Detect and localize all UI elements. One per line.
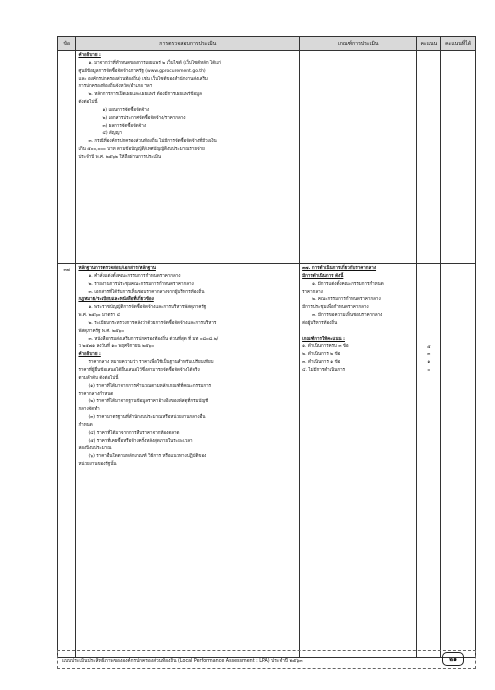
- text-line: ๑. พระราชบัญญัติการจัดซื้อจัดจ้างและการบริหารพัสดุภาครัฐ: [88, 305, 207, 311]
- list-item: (๑) ราคาที่ได้มาจากการคำนวณตามหลักเกณฑ์ที่คณะกรรมการ: [88, 383, 212, 389]
- cell-scoring-criteria: [300, 264, 417, 658]
- header-scoring: เกณฑ์การประเมิน: [300, 37, 417, 51]
- text-line: การปกครองท้องถิ่นจังหวัด/อำเภอ ฯลฯ: [78, 84, 153, 90]
- list-item: (๓) ราคามาตรฐานที่สำนักงบประมาณหรือหน่วยงานกลางอื่น: [88, 415, 206, 421]
- list-item: ๓) ผลการจัดซื้อจัดจ้าง: [102, 123, 147, 129]
- header-points: คะแนน: [417, 37, 441, 51]
- explanation-heading: คำอธิบาย :: [78, 53, 101, 58]
- text-line: ๒. ระเบียบกระทรวงการคลังว่าด้วยการจัดซื้อจัดจ้างและการบริหาร: [88, 320, 217, 326]
- assessment-table: [57, 36, 476, 658]
- points-value: ๕: [427, 344, 431, 350]
- header-criteria: การตรวจสอบการประเมิน: [76, 37, 300, 51]
- footer-text: แบบประเมินประสิทธิภาพขององค์กรปกครองส่วนท้องถิ่น (Local Performance Assessment : LPA) ประจำปี ๒๕๖๓: [62, 659, 303, 664]
- points-value: ๐: [427, 368, 431, 374]
- table-header-row: [58, 37, 476, 51]
- text-line: ต่อผู้บริหารท้องถิ่น: [302, 320, 338, 326]
- spacer-line: [302, 328, 414, 336]
- scoring-heading: เกณฑ์การให้คะแนน :: [302, 336, 345, 342]
- list-item: ๑) แผนการจัดซื้อจัดจ้าง: [102, 107, 150, 113]
- text-line: ๑. มาจากว่าที่ทำหนดของการเผยแพร่ ๒ เว็บไซต์ (เว็บไซต์หลัก ได้แก่: [88, 60, 221, 66]
- text-line: เกิน ๕๐๐,๐๐๐ บาท ตามข้อบัญญัติ/เทศบัญญัติงบประมาณรายจ่าย: [78, 147, 205, 153]
- explanation-heading: คำอธิบาย :: [78, 352, 101, 358]
- text-line: ราคากลาง: [302, 289, 323, 295]
- text-line: ประจำปี พ.ศ. ๒๕๖๒ ให้ถือผ่านการประเมิน: [78, 154, 162, 160]
- scoring-option: ๔. ไม่มีการดำเนินการ: [302, 367, 346, 373]
- text-line: ราคากลาง หมายความว่า ราคาเพื่อใช้เป็นฐานสำหรับเปรียบเทียบ: [88, 360, 214, 366]
- list-item: (๒) ราคาที่ได้มาจากฐานข้อมูลราคาอ้างอิงของพัสดุที่กรมบัญชี: [88, 399, 209, 405]
- text-line: ๓. หนังสือกรมส่งเสริมการปกครองท้องถิ่น ด่วนที่สุด ที่ มท ๐๘๐๘.๒/: [88, 336, 219, 342]
- list-item: ๔) สัญญา: [102, 131, 122, 137]
- text-line: มีการประชุมเพื่อกำหนดราคากลาง: [302, 305, 369, 311]
- criterion-subtitle: มีการดำเนินการ ดังนี้: [302, 273, 344, 279]
- table-row-continuation: [58, 51, 476, 264]
- text-line: กำหนด: [78, 422, 93, 428]
- text-line: สองปีงบประมาณ: [78, 446, 112, 452]
- text-line: ๒. รายงานการประชุมคณะกรรมการกำหนดราคากลาง: [88, 281, 194, 287]
- points-value: ๑: [427, 360, 431, 366]
- list-item: (๔) ราคาที่ได้มาจากการสืบราคาจากท้องตลาด: [88, 430, 180, 436]
- cell-points: [417, 264, 441, 658]
- text-line: ๑. คำสั่งแต่งตั้งคณะกรรมการกำหนดราคากลาง: [88, 273, 181, 279]
- header-no: ข้อ: [58, 37, 76, 51]
- points-value: ๓: [427, 352, 431, 358]
- cell-item-number: [58, 264, 76, 658]
- cell-criteria: [76, 264, 300, 658]
- cell-scoring-empty: [300, 51, 417, 264]
- text-line: ๒. หลักการการเปิดเผยและเผยแพร่ ต้องมีการเผยแพร่ข้อมูล: [88, 92, 202, 98]
- cell-no-empty: [58, 51, 76, 264]
- text-line: พัสดุภาครัฐ พ.ศ. ๒๕๖๐: [78, 328, 125, 334]
- scoring-option: ๒. ดำเนินการ ๒ ข้อ: [302, 352, 341, 358]
- text-line: ราคากลางกำหนด: [78, 391, 114, 397]
- text-line: ๒. คณะกรรมการกำหนดราคากลาง: [312, 297, 381, 303]
- page-number: ๒๑: [442, 652, 464, 666]
- text-line: หน่วยงานของรัฐนั้น: [78, 462, 117, 468]
- scoring-option: ๑. ดำเนินการครบ ๓ ข้อ: [302, 344, 349, 350]
- text-line: ๓. เอกสารที่ได้รับการเห็นชอบราคากลางจากผู้บริหารท้องถิ่น: [88, 289, 205, 295]
- text-line: ดังต่อไปนี้: [78, 100, 98, 106]
- text-line: ราคาที่ผู้ยื่นข้อเสนอได้ยื่นเสนอไว้ซึ่งสามารถจัดซื้อจัดจ้างได้จริง: [78, 367, 200, 373]
- text-line: ๓. มีการขอความเห็นชอบราคากลาง: [312, 313, 383, 319]
- cell-points-received-empty: [441, 51, 476, 264]
- cell-points-empty: [417, 51, 441, 264]
- cell-criteria-continuation: [76, 51, 300, 264]
- text-line: ๑. มีการแต่งตั้งคณะกรรมการกำหนด: [312, 281, 384, 287]
- evidence-heading: หลักฐานการตรวจสอบ/เอกสาร/หลักฐาน: [78, 266, 156, 271]
- scoring-option: ๓. ดำเนินการ ๑ ข้อ: [302, 360, 341, 366]
- header-points-received: คะแนนที่ได้: [441, 37, 476, 51]
- criterion-title: ๓๗. การดำเนินการเกี่ยวกับราคากลาง: [302, 266, 377, 271]
- table-row-37: [58, 264, 476, 658]
- list-item: (๖) ราคาอื่นใดตามหลักเกณฑ์ วิธีการ หรือแนวทางปฏิบัติของ: [88, 454, 207, 460]
- text-line: ว ๒๕๗๑ ลงวันที่ ๑๐ พฤศจิกายน ๒๕๖๐: [78, 344, 154, 350]
- text-line: และ องค์กรปกครองส่วนท้องถิ่น) เช่น เว็บไซต์ของสำนักงานส่งเสริม: [78, 76, 208, 82]
- law-heading: กฎหมาย/ระเบียบและหนังสือที่เกี่ยวข้อง: [78, 297, 154, 303]
- text-line: ศูนย์ข้อมูลการจัดซื้อจัดจ้างภาครัฐ (www.gprocurement.go.th): [78, 68, 206, 74]
- text-line: ตามลำดับ ดังต่อไปนี้: [78, 375, 119, 381]
- text-line: กลางจัดทำ: [78, 407, 100, 413]
- item-number: ๓๗: [63, 268, 70, 273]
- list-item: ๒) เอกสารประกาศจัดซื้อจัดจ้าง/ราคากลาง: [102, 115, 186, 121]
- cell-points-received: [441, 264, 476, 658]
- text-line: พ.ศ. ๒๕๖๐ มาตรา ๔: [78, 313, 121, 319]
- text-line: ๓. กรณีที่องค์กรปกครองส่วนท้องถิ่น ไม่มีการจัดซื้อจัดจ้างที่มีวงเงิน: [88, 139, 217, 145]
- list-item: (๕) ราคาที่เคยซื้อหรือจ้างครั้งหลังสุดภายในระยะเวลา: [88, 438, 193, 444]
